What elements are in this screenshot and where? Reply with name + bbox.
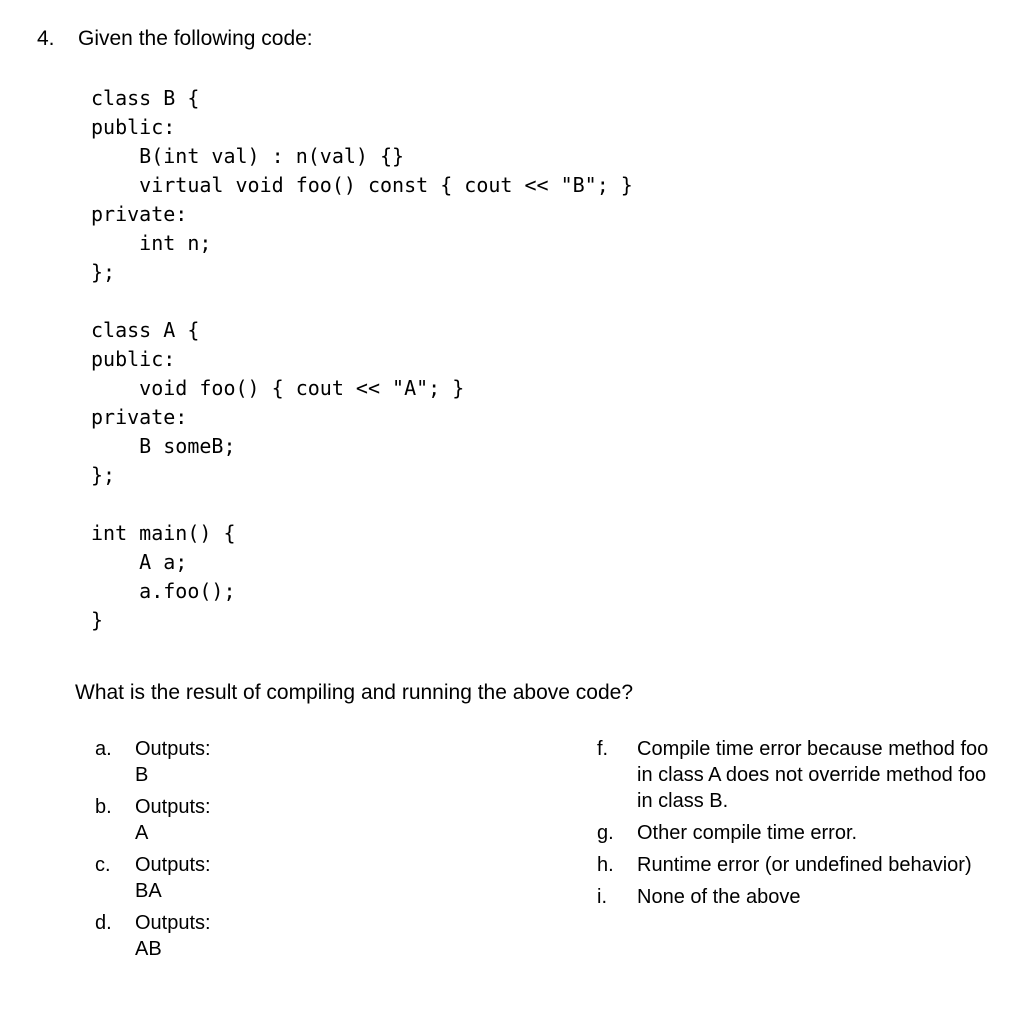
- choice-letter: f.: [597, 738, 609, 760]
- choice-letter: g.: [597, 822, 614, 844]
- choice-text: None of the above: [637, 886, 801, 908]
- choice-d[interactable]: [95, 910, 515, 962]
- code-line: B someB;: [91, 434, 236, 458]
- choice-text: Runtime error (or undefined behavior): [637, 854, 972, 876]
- code-line: B(int val) : n(val) {}: [91, 144, 405, 168]
- choice-line: Outputs:: [135, 912, 211, 934]
- choice-a[interactable]: [95, 736, 515, 788]
- code-block: [91, 84, 633, 635]
- code-line: }: [91, 608, 104, 632]
- choice-line: Outputs:: [135, 796, 211, 818]
- choice-text: Compile time error because method foo in class A does not override method foo in class B.: [637, 738, 989, 812]
- choice-line: A: [135, 822, 149, 844]
- choice-f[interactable]: [597, 736, 997, 814]
- choice-letter: h.: [597, 854, 614, 876]
- choice-line: BA: [135, 880, 162, 902]
- choice-text: [135, 852, 515, 904]
- choice-line: B: [135, 764, 149, 786]
- code-line: private:: [91, 202, 188, 226]
- code-line: virtual void foo() const { cout << "B"; }: [91, 173, 633, 197]
- choice-line: AB: [135, 938, 162, 960]
- choice-letter: a.: [95, 738, 112, 760]
- code-line: };: [91, 260, 116, 284]
- choice-line: Outputs:: [135, 738, 211, 760]
- choice-i[interactable]: [597, 884, 997, 910]
- code-line: class A {: [91, 318, 200, 342]
- choices-right-column: [597, 736, 997, 916]
- question-text: Given the following code:: [78, 27, 313, 50]
- code-line: private:: [91, 405, 188, 429]
- code-line: [91, 287, 633, 316]
- choice-b[interactable]: [95, 794, 515, 846]
- code-line: [91, 490, 633, 519]
- choices-left-column: [95, 736, 515, 968]
- choice-text: [135, 794, 515, 846]
- question-header: [37, 26, 313, 52]
- choice-h[interactable]: [597, 852, 997, 878]
- choice-line: Outputs:: [135, 854, 211, 876]
- question-prompt: What is the result of compiling and running the above code?: [75, 681, 634, 704]
- code-line: int main() {: [91, 521, 236, 545]
- choice-text: [135, 910, 515, 962]
- code-line: class B {: [91, 86, 200, 110]
- choice-letter: i.: [597, 886, 607, 908]
- code-line: public:: [91, 115, 176, 139]
- code-line: A a;: [91, 550, 188, 574]
- code-line: a.foo();: [91, 579, 236, 603]
- choice-text: Other compile time error.: [637, 822, 858, 844]
- code-line: int n;: [91, 231, 212, 255]
- code-line: void foo() { cout << "A"; }: [91, 376, 465, 400]
- code-line: public:: [91, 347, 176, 371]
- question-number: 4.: [37, 27, 55, 50]
- choice-letter: c.: [95, 854, 111, 876]
- choice-letter: d.: [95, 912, 112, 934]
- choice-letter: b.: [95, 796, 112, 818]
- code-line: };: [91, 463, 116, 487]
- choice-c[interactable]: [95, 852, 515, 904]
- choice-g[interactable]: [597, 820, 997, 846]
- choice-text: [135, 736, 515, 788]
